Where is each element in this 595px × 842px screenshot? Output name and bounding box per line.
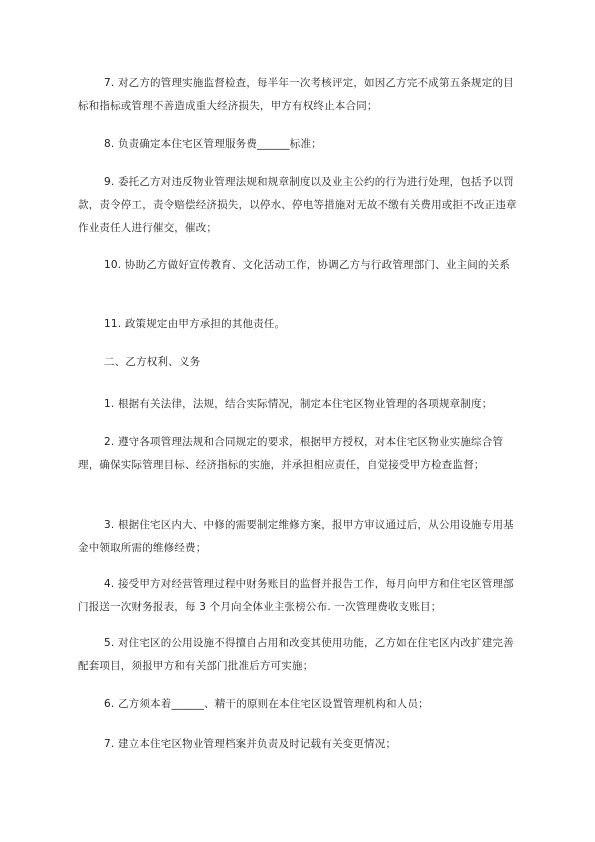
paragraph-b3: 3. 根据住宅区内大、中修的需要制定维修方案，报甲方审议通过后，从公用设施专用基金中领取所需的维修经费； bbox=[78, 519, 514, 554]
paragraph-b5: 5. 对住宅区的公用设施不得擅自占用和改变其使用功能，乙方如在住宅区内改扩建完善配套项目，须报甲方和有关部门批准后方可实施； bbox=[78, 637, 514, 672]
paragraph-a8: 8. 负责确定本住宅区管理服务费______标准； bbox=[104, 138, 322, 150]
paragraph-b7: 7. 建立本住宅区物业管理档案并负责及时记载有关变更情况； bbox=[104, 738, 397, 750]
paragraph-b6: 6. 乙方须本着______、精干的原则在本住宅区设置管理机构和人员； bbox=[104, 698, 429, 710]
paragraph-a7: 7. 对乙方的管理实施监督检查，每半年一次考核评定，如因乙方完不成第五条规定的目标和指标或管理不善造成重大经济损失，甲方有权终止本合同； bbox=[78, 77, 514, 112]
paragraph-b2: 2. 遵守各项管理法规和合同规定的要求，根据甲方授权，对本住宅区物业实施综合管理，确保实际管理目标、经济指标的实施，并承担相应责任，自觉接受甲方检查监督； bbox=[78, 436, 504, 471]
paragraph-a11: 11. 政策规定由甲方承担的其他责任。 bbox=[104, 318, 286, 330]
section-heading-b: 二、乙方权利、义务 bbox=[104, 356, 201, 368]
paragraph-b1: 1. 根据有关法律，法规，结合实际情况，制定本住宅区物业管理的各项规章制度； bbox=[104, 398, 493, 410]
paragraph-a10: 10. 协助乙方做好宣传教育、文化活动工作，协调乙方与行政管理部门、业主间的关系 bbox=[104, 259, 511, 271]
paragraph-b4: 4. 接受甲方对经营管理过程中财务账目的监督并报告工作，每月向甲方和住宅区管理部门报送一次财务报表，每 3 个月向全体业主张榜公布. 一次管理费收支账目； bbox=[78, 578, 514, 613]
paragraph-a9: 9. 委托乙方对违反物业管理法规和规章制度以及业主公约的行为进行处理，包括予以罚款，责令停工，责令赔偿经济损失，以停水、停电等措施对无故不缴有关费用或拒不改正违章作业责任人进行催交，催改； bbox=[78, 176, 517, 234]
